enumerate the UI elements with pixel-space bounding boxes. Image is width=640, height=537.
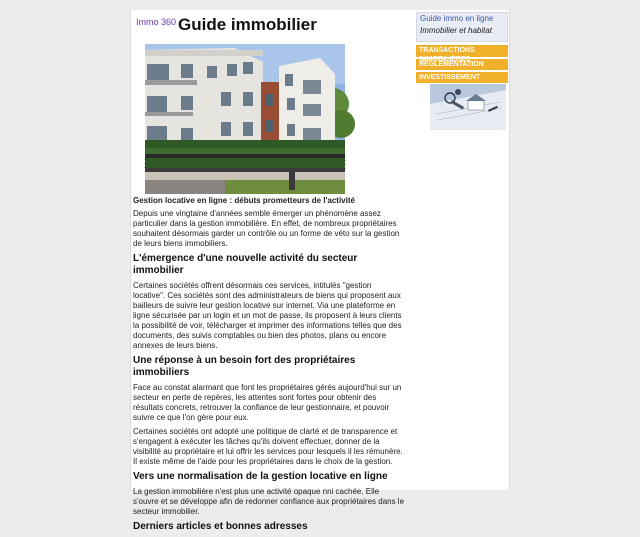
section-heading-4: Derniers articles et bonnes adresses [133,521,308,532]
article-intro: Depuis une vingtaine d'années semble émerger un phénomène assez particulier dans la gestion immobilière. En effet, de nombreux propriétaires souhaitent désormais garder un contrôle ou un forme de véto sur la gestion de leurs biens immobiliers. [133,209,400,248]
article-content [133,196,405,537]
section-2-paragraph-2: Certaines sociétés ont adopté une politique de clarté et de transparence et s'engagent à exécuter les tâches qu'ils doivent effectuer, donner de la visibilité au propriétaire et lui offrir les services pour lesquels il les rémunère. Il existe même de l'aide pour les propriétaires dans le choix de la gestion. [133,427,403,466]
section-1-paragraph: Certaines sociétés offrent désormais ces services, intitulés "gestion locative". Ces sociétés sont des administrateurs de biens qui proposent aux bailleurs de suivre leur gestion locative sur internet. Via une plateforme en ligne sécurisée par un login et un mot de passe, ils proposent à leurs clients la possibilité de voir, télécharger et imprimer des informations telles que des documents, des suivis comptables ou bien des photos, plans ou encore annexes de leurs biens. [133,281,402,350]
keys-thumbnail-image[interactable] [430,84,506,130]
section-heading-1: L'émergence d'une nouvelle activité du secteur immobilier [133,253,358,276]
sidebar [416,12,508,85]
section-heading-2: Une réponse à un besoin fort des propriétaires immobiliers [133,355,356,378]
sidebar-menu [416,45,508,83]
sidebar-title[interactable]: Guide immo en ligne [420,14,494,23]
site-title: Guide immobilier [178,15,317,34]
section-3-paragraph: La gestion immobilière n'est plus une activité opaque nni cachée. Elle s'ouvre et se développe afin de redonner confiance aux propriétaires dans le secteur immobilier. [133,487,405,516]
menu-item-transactions[interactable]: TRANSACTIONS [416,45,508,57]
menu-item-reglementation[interactable]: RÉGLEMENTATION [416,59,508,70]
section-2-paragraph-1: Face au constat alarmant que font les propriétaires gérés aujourd'hui sur un secteur en perte de repères, les attentes sont fortes pour obtenir des résultats concrets, retrouver la confiance de leur gestionnaire, et pouvoir suivre ce que l'on gère pour eux. [133,383,402,422]
sidebar-header-box [416,12,508,42]
hero-building-photo [145,44,345,194]
menu-item-investissement[interactable]: INVESTISSEMENT [416,72,508,83]
section-heading-3: Vers une normalisation de la gestion locative en ligne [133,471,388,482]
sidebar-subtitle: Immobilier et habitat [420,26,493,35]
site-logo[interactable]: Immo 360 [136,17,177,27]
article-lead-title: Gestion locative en ligne : débuts prometteurs de l'activité [133,196,355,205]
